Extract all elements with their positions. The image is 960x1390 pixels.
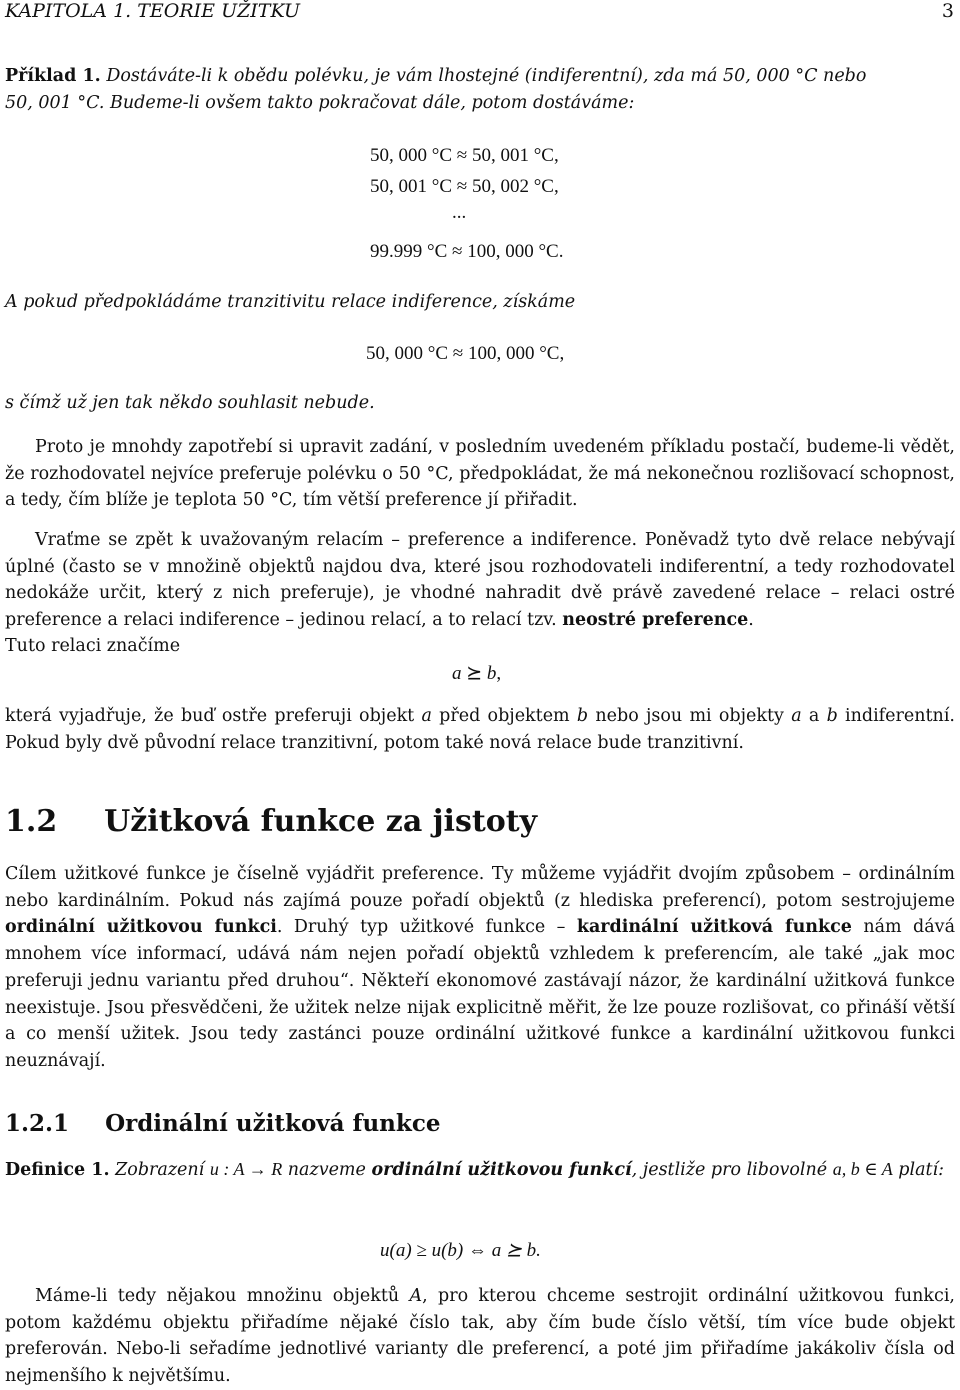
paragraph-5-text-2: , pro kterou chceme sestrojit ordinální užitkovou funkci, potom každému objektu přiřadíme nějaké číslo tak, aby čím bude číslo větší, tím více bude objekt preferován. Nebo-li seřadíme jednotlivé varianty dle preferencí, a poté jim přiřadíme jakákoliv čísla od nejmenšího k největšímu. [5,1286,955,1387]
example-text-1: Dostáváte-li k obědu polévku, je vám lhostejné (indiferentní), zda má 50, 000 °C nebo [106,66,867,86]
term-ordinal-utility-function: ordinální užitkovou funkcí [371,1160,632,1180]
example-line-1 [5,66,866,86]
definition-equation [380,1239,541,1262]
paragraph-2-last-line: Tuto relaci značíme [5,636,181,656]
subsection-number: 1.2.1 [5,1110,70,1137]
var-A: A [409,1286,423,1306]
eq-pref-b: b [486,663,497,684]
paragraph-2-end: . [748,610,754,631]
transitivity-line: A pokud předpokládáme tranzitivitu relace indiference, získáme [5,292,576,312]
paragraph-3-text-4: a [801,706,827,726]
equation-3: 99.999 °C ≈ 100, 000 °C. [370,241,564,262]
definition-text-3: , jestliže pro libovolné [631,1160,828,1180]
definition-equation-text: u(a) ≥ u(b) ⇔ a ⪰ b. [380,1240,541,1261]
var-a: a [421,706,432,726]
definition-text-1: Zobrazení [115,1160,210,1180]
var-a: a [791,706,802,726]
paragraph-2 [5,527,955,634]
paragraph-3-text-5: indiferentní. Pokud byly dvě původní relace tranzitivní, potom také nová relace bude tranzitivní. [5,706,955,753]
definition-label: Definice 1. [5,1160,110,1180]
definition-text-4: platí: [892,1160,945,1180]
equation-4: 50, 000 °C ≈ 100, 000 °C, [366,343,565,364]
equation-1: 50, 000 °C ≈ 50, 001 °C, [370,145,559,166]
term-cardinal-utility: kardinální užitková funkce [576,917,852,938]
paragraph-3-text-2: před objektem [431,706,577,726]
equation-2: 50, 001 °C ≈ 50, 002 °C, [370,176,559,197]
section-number: 1.2 [5,804,58,839]
term-neostre-preference: neostré preference [562,610,749,631]
section-title: Užitková funkce za jistoty [104,804,537,839]
equation-dots: ... [452,202,467,223]
eq-pref-relation: ⪰ [466,663,483,684]
paragraph-2-text: Vraťme se zpět k uvažovaným relacím – preference a indiference. Poněvadž tyto dvě relace nebývají úplné (často se v množině objektů najdou dva, které jsou rozhodovateli indiferentní, a tedy rozhodovatel nedokáže určit, který z nich preferuje), je vhodné nahradit dvě právě zavedené relace – relaci ostré preference a relaci indiference – jedinou relací, a to relací tzv. [5,530,955,631]
paragraph-1-text: Proto je mnohdy zapotřebí si upravit zadání, v posledním uvedeném příkladu postačí, budeme-li vědět, že rozhodovatel nejvíce preferuje polévku o 50 °C, předpokládat, že má nekonečnou rozlišovací schopnost, a tedy, čím blíže je teplota 50 °C, tím větší preference jí přiřadit. [5,437,955,511]
paragraph-5-text-1: Máme-li tedy nějakou množinu objektů [35,1286,410,1306]
example-conclusion: s čímž už jen tak někdo souhlasit nebude. [5,393,375,413]
paragraph-4-text-3: nám dává mnohem více informací, udává nám nejen pořadí objektů vzhledem k preferencím, ale také „jak moc preferuji jednu variantu před druhou“. Někteří ekonomové zastávají názor, že kardinální užitková funkce neexistuje. Jsou přesvědčeni, že užitek nelze nijak explicitně měřit, že lze pouze rozlišovat, co přináší větší a co menší užitek. Jsou tedy zastánci pouze ordinální užitkové funkce a kardinální užitkovou funkci neuznávají. [5,917,956,1071]
section-heading [5,804,537,839]
paragraph-3 [5,703,955,756]
running-header: KAPITOLA 1. TEORIE UŽITKU [5,0,300,22]
eq-pref-end: , [496,663,502,684]
var-b: b [576,706,589,726]
example-label: Příklad 1. [5,66,101,86]
paragraph-3-text-1: která vyjadřuje, že buď ostře preferuji objekt [5,706,422,726]
paragraph-4 [5,861,955,1075]
subsection-title: Ordinální užitková funkce [105,1110,441,1137]
paragraph-1 [5,434,955,514]
subsection-heading [5,1110,440,1137]
term-ordinal-utility: ordinální užitkovou funkci [5,917,277,938]
var-b: b [826,706,838,726]
definition [5,1156,955,1184]
definition-text-2: nazveme [282,1160,372,1180]
paragraph-5 [5,1283,955,1390]
paragraph-4-text-1: Cílem užitkové funkce je číselně vyjádřit preference. Ty můžeme vyjádřit dvojím způsobem – ordinálním nebo kardinálním. Pokud nás zajímá pouze pořadí objektů (z hlediska preferencí), potom sestrojujeme [5,864,955,911]
definition-math-2: a, b ∈ A [832,1159,893,1179]
example-line-2: 50, 001 °C. Budeme-li ovšem takto pokračovat dále, potom dostáváme: [5,93,635,113]
paragraph-3-text-3: nebo jsou mi objekty [588,706,792,726]
equation-preference [452,662,501,685]
eq-pref-a: a [452,663,462,684]
definition-math-1: u : A → R [209,1159,283,1179]
page-number: 3 [941,0,954,22]
paragraph-4-text-2: . Druhý typ užitkové funkce – [276,917,577,938]
